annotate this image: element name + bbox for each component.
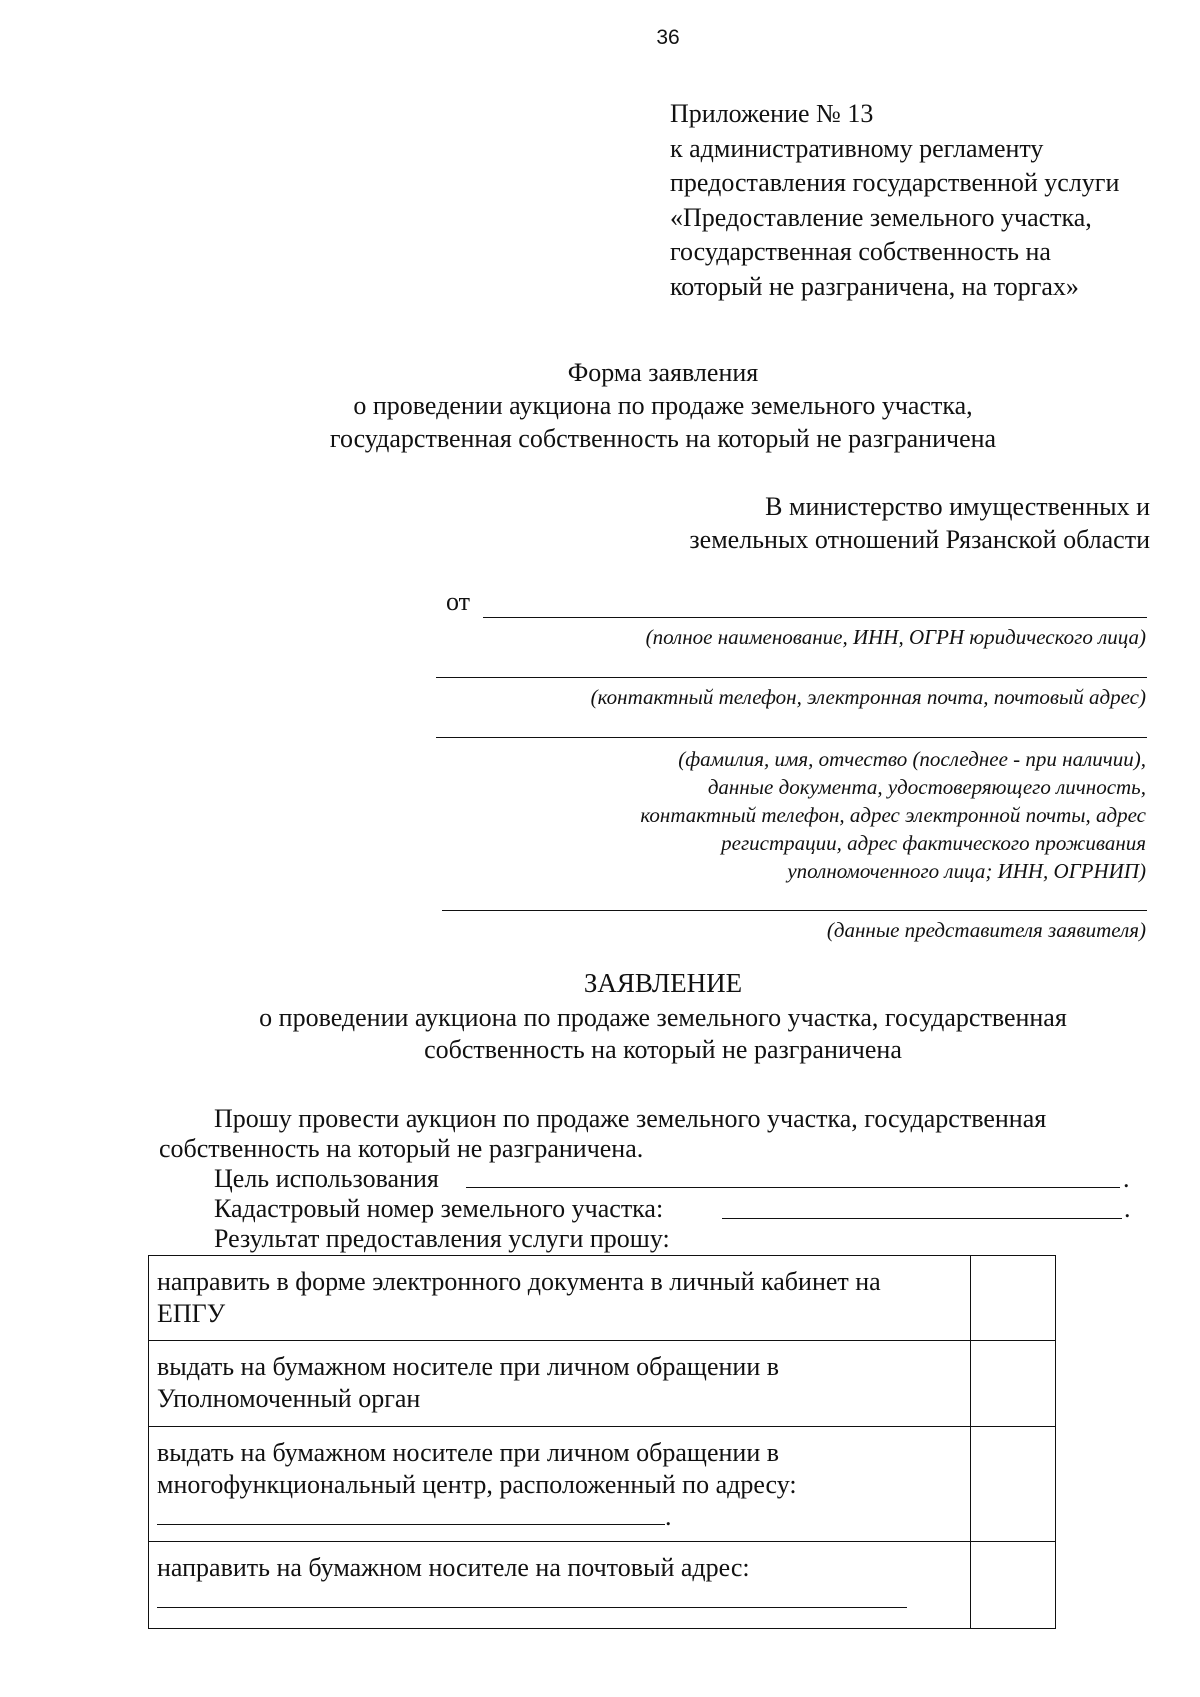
postal-address-field[interactable] [157,1585,907,1608]
form-title-line: государственная собственность на который не разграничена [329,424,997,453]
delivery-option-line: направить в форме электронного документа в личный кабинет на [157,1267,881,1296]
delivery-option-line: выдать на бумажном носителе при личном обращении в [157,1352,780,1381]
delivery-option-line: направить на бумажном носителе на почтовый адрес: [157,1553,750,1582]
delivery-option-text [149,1542,971,1629]
individual-hint [640,745,1146,885]
delivery-option-text [149,1427,971,1542]
delivery-options-table [148,1255,1056,1629]
annex-line: государственная собственность на [670,237,1051,266]
delivery-option-checkbox[interactable] [971,1256,1056,1341]
addressee-line: В министерство имущественных и [765,492,1150,521]
delivery-option-address-row [157,1501,962,1533]
delivery-option-checkbox[interactable] [971,1542,1056,1629]
annex-block [670,97,1119,304]
statement-subtitle-line: о проведении аукциона по продаже земельного участка, государственная [259,1003,1067,1032]
form-title-line: Форма заявления [567,358,759,387]
delivery-option-checkbox[interactable] [971,1427,1056,1542]
purpose-period: . [1123,1164,1130,1193]
from-label: от [446,587,471,616]
delivery-option-text [149,1341,971,1427]
annex-line: «Предоставление земельного участка, [670,202,1092,232]
representative-hint: (данные представителя заявителя) [826,918,1146,942]
delivery-option-line: Уполномоченный орган [157,1384,421,1413]
purpose-label: Цель использования [214,1164,439,1193]
legal-entity-hint: (полное наименование, ИНН, ОГРН юридического лица) [645,625,1146,649]
delivery-option-row [149,1256,1056,1341]
individual-hint-line: (фамилия, имя, отчество (последнее - при наличии), [678,747,1146,771]
addressee [689,490,1150,556]
legal-entity-line[interactable] [483,617,1147,618]
cadastral-field[interactable] [722,1218,1122,1219]
delivery-option-line: многофункциональный центр, расположенный по адресу: [157,1470,797,1499]
statement-subtitle [0,1002,1200,1066]
individual-line[interactable] [436,737,1147,738]
individual-hint-line: регистрации, адрес фактического проживания [721,831,1146,855]
delivery-option-line: выдать на бумажном носителе при личном обращении в [157,1438,780,1467]
annex-line: предоставления государственной услуги [670,168,1120,197]
delivery-option-checkbox[interactable] [971,1341,1056,1427]
annex-line: к административному регламенту [670,133,1044,163]
form-title-line: о проведении аукциона по продаже земельного участка, [353,391,973,420]
delivery-option-row [149,1341,1056,1427]
purpose-field[interactable] [466,1187,1120,1188]
form-title [0,356,1200,455]
cadastral-label: Кадастровый номер земельного участка: [214,1194,664,1223]
contacts-line[interactable] [436,677,1147,678]
annex-line: который не разграничена, на торгах» [670,271,1079,301]
request-line: собственность на который не разграничена. [159,1134,644,1163]
delivery-option-row [149,1427,1056,1542]
individual-hint-line: уполномоченного лица; ИНН, ОГРНИП) [787,859,1146,883]
delivery-option-text [149,1256,971,1341]
delivery-option-row [149,1542,1056,1629]
mfc-address-field[interactable] [157,1502,665,1525]
cadastral-period: . [1124,1194,1131,1223]
annex-line: Приложение № 13 [670,99,874,128]
delivery-option-address-row [157,1584,962,1616]
delivery-option-line: ЕПГУ [157,1299,226,1328]
representative-line[interactable] [442,910,1147,911]
statement-subtitle-line: собственность на который не разграничена [424,1035,902,1064]
statement-title: ЗАЯВЛЕНИЕ [583,968,743,998]
addressee-line: земельных отношений Рязанской области [689,525,1150,554]
request-line: Прошу провести аукцион по продаже земельного участка, государственная [214,1104,1047,1133]
contacts-hint: (контактный телефон, электронная почта, почтовый адрес) [590,685,1146,709]
result-label: Результат предоставления услуги прошу: [214,1224,670,1253]
mfc-address-period: . [665,1502,672,1531]
individual-hint-line: контактный телефон, адрес электронной почты, адрес [640,803,1146,827]
page-number: 36 [656,26,680,49]
individual-hint-line: данные документа, удостоверяющего личность, [707,775,1146,799]
